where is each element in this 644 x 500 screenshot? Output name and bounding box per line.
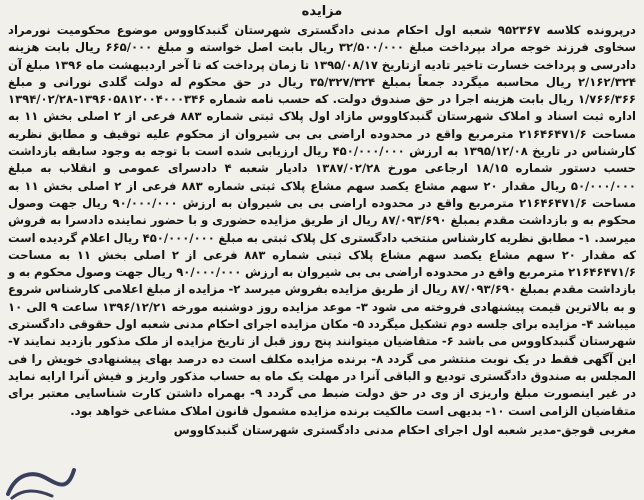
- notice-signature: مغربی قوجق-مدیر شعبه اول اجرای احکام مدنی دادگستری شهرستان گنبدکاووس: [173, 422, 636, 437]
- notice-title: مزایده: [301, 4, 343, 19]
- notice-body: درپرونده کلاسه ۹۵۲۳۶۷ شعبه اول احکام مدنی دادگستری شهرستان گنبدکاووس موضوع محکومیت نورمراد سخاوی فرزند خوجه مراد بپرداخت مبلغ ۳۲/۵۰۰/۰۰۰ ریال بابت اصل خواسته و مبلغ ۶۶۵/۰۰۰ ریال بابت هزینه دادرسی و پرداخت خسارت تاخیر تادیه ازتاریخ ۱۳۹۵/۰۸/۱۷ تا زمان پرداخت که تا آخر اردیبهشت ماه ۱۳۹۶ مبلغ آن ۲/۱۶۲/۳۲۴ ریال محاسبه میگردد جمعاً بمبلغ ۳۵/۳۲۷/۳۲۴ ریال در حق محکوم له دولت گلدی نورانی و مبلغ ۱/۷۶۶/۳۶۶ ریال بابت هزینه اجرا در حق صندوق دولت. که حسب نامه شماره ۱۳۹۶۰۵۸۱۲۰۰۴۰۰۰۳۴۶-۱۳۹۴/۰۲/۲۸ اداره ثبت اسناد و املاک شهرستان گنبدکاووس مازاد اول پلاک ثبتی شماره ۸۸۳ فرعی از ۲ اصلی بخش ۱۱ به مساحت ۲۱۶۴۶۴۷۱/۶ مترمربع واقع در محدوده اراضی بی بی شیروان از محکوم علیه توقیف و مطابق نظریه کارشناس در تاریخ ۱۳۹۵/۱۲/۰۸ به ارزش ۴۵۰/۰۰۰/۰۰۰ ریال ارزیابی شده است با توجه به وجود سابقه بازداشت حسب دستور شماره ۱۸/۱۵ ارجاعی مورخ ۱۳۸۷/۰۲/۲۸ دادیار شعبه ۴ دادسرای عمومی و انقلاب به مبلغ ۵۰/۰۰۰/۰۰۰ ریال مقدار ۲۰ سهم مشاع یکصد سهم مشاع پلاک ثبتی شماره ۸۸۳ فرعی از ۲ اصلی بخش ۱۱ به مساحت ۲۱۶۴۶۴۷۱/۶ مترمربع واقع در محدوده اراضی بی بی شیروان به ارزش ۹۰/۰۰۰/۰۰۰ ریال جهت وصول محکوم به و بازداشت مقدم بمبلغ ۸۷/۰۹۳/۶۹۰ ریال از طریق مزایده حضوری و با حضور نماینده دادسرا به فروش میرسد. ۱- مطابق نظریه کارشناس منتخب دادگستری کل پلاک ثبتی به مبلغ ۴۵۰/۰۰۰/۰۰۰ ریال اعلام گردیده است که مقدار ۲۰ سهم مشاع یکصد سهم مشاع پلاک ثبتی شماره ۸۸۳ فرعی از ۲ اصلی بخش ۱۱ به مساحت ۲۱۶۴۶۴۷۱/۶ مترمربع واقع در محدوده اراضی بی بی شیروان به ارزش ۹۰/۰۰۰/۰۰۰ ریال جهت وصول محکوم به و بازداشت مقدم بمبلغ ۸۷/۰۹۳/۶۹۰ ریال از طریق مزایده بفروش میرسد ۲- مزایده از مبلغ اعلامی کارشناس شروع و به بالاترین قیمت پیشنهادی فروخته می شود ۳- موعد مزایده روز دوشنبه مورخه ۱۳۹۶/۱۲/۲۱ ساعت ۹ الی ۱۰ میباشد ۴- مزایده برای جلسه دوم تشکیل میگردد ۵- مکان مزایده اجرای احکام مدنی شعبه اول حقوقی دادگستری شهرستان گنبدکاووس می باشد ۶- متقاضیان میتوانند پنج روز قبل از تاریخ مزایده از ملک مذکور بازدید نمایند ۷- این آگهی فقط در یک نوبت منتشر می گردد ۸- برنده مزایده مکلف است ده درصد بهای پیشنهادی خویش را فی المجلس به صندوق دادگستری تودیع و الباقی آنرا در مهلت یک ماه به حساب مذکور واریز و فیش آنرا ارایه نماید در غیر اینصورت مبلغ واریزی از وی در حق دولت ضبط می گردد ۹- بهمراه داشتن کارت شناسایی معتبر برای متقاضیان الزامی است ۱۰- بدیهی است مالکیت برنده مزایده مشمول قانون املاک مشاعی خواهد بود.: [8, 23, 637, 418]
